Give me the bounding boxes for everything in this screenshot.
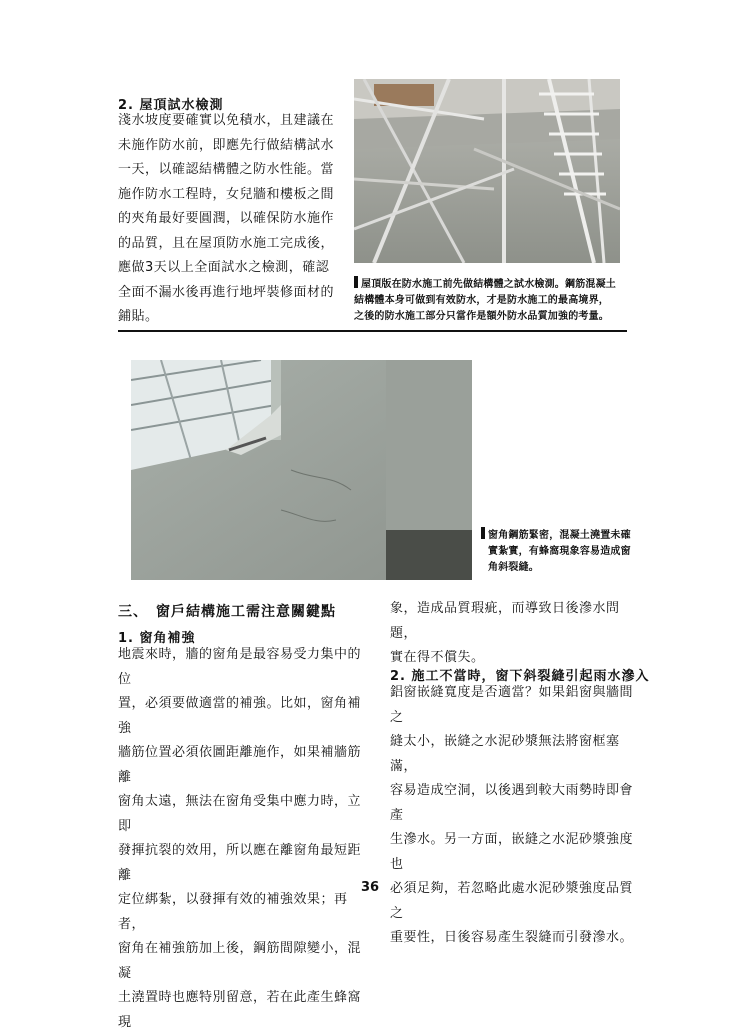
text-line: 的夾角最好要圓潤，以確保防水施作 [118,211,335,226]
text-line: 重要性，日後容易產生裂縫而引發滲水。 [390,930,634,945]
text-line: 土澆置時也應特別留意，若在此產生蜂窩現 [118,990,362,1030]
text-line: 一天，以確認結構體之防水性能。當 [118,162,335,177]
roof-slab-photo-image [354,79,620,263]
text-line: 施作防水工程時，女兒牆和樓板之間 [118,186,335,202]
text-line: 容易造成空洞，以後遇到較大雨勢時即會產 [390,783,634,823]
window-photo-caption [481,527,641,576]
roof-test-paragraph [118,109,343,330]
caption-line-text: 屋頂版在防水施工前先做結構體之試水檢測。鋼筋混凝土 [361,279,616,290]
roof-photo-caption [354,276,624,325]
caption-line: 之後的防水施工部分只當作是額外防水品質加強的考量。 [354,311,609,322]
caption-line [354,276,624,293]
caption-line [481,527,641,544]
text-line: 必須足夠，若忽略此處水泥砂漿強度品質之 [390,881,634,921]
roof-slab-photo [354,79,620,263]
text-line: 應做3天以上全面試水之檢測，確認 [118,260,330,275]
text-line: 窗角在補強筋加上後，鋼筋間隙變小，混凝 [118,941,362,981]
caption-marker [354,276,358,288]
window-corner-photo [131,360,472,580]
text-line: 縫太小，嵌縫之水泥砂漿無法將窗框塞滿， [390,734,620,774]
subheading-window-corner: 1. 窗角補強 [118,631,196,646]
text-line: 淺水坡度要確實以免積水，且建議在 [118,113,335,128]
window-crack-paragraph [390,681,645,951]
text-line: 鋁窗嵌縫寬度是否適當？如果鋁窗與牆間之 [390,685,634,725]
text-line: 生滲水。另一方面，嵌縫之水泥砂漿強度也 [390,832,634,872]
caption-line: 實紮實，有蜂窩現象容易造成窗 [488,546,631,557]
section-heading-roof-test: 2. 屋頂試水檢測 [118,98,224,113]
page-number: 36 [360,880,380,895]
caption-line-text: 窗角鋼筋緊密，混凝土澆置未確 [488,530,631,541]
text-line: 窗角太遠，無法在窗角受集中應力時，立即 [118,794,362,834]
text-line: 地震來時，牆的窗角是最容易受力集中的位 [118,647,362,687]
text-line: 定位綁紮，以發揮有效的補強效果；再者， [118,892,348,932]
subheading-window-crack: 2. 施工不當時，窗下斜裂縫引起雨水滲入 [390,669,650,684]
caption-line: 結構體本身可做到有效防水，才是防水施工的最高境界， [354,295,609,306]
window-corner-photo-image [131,360,472,580]
text-line: 全面不漏水後再進行地坪裝修面材的 [118,284,335,300]
text-line: 鋪貼。 [118,309,159,324]
text-line: 實在得不償失。 [390,650,485,665]
text-line: 象，造成品質瑕疵，而導致日後滲水問題， [390,601,620,641]
text-line: 發揮抗裂的效用，所以應在離窗角最短距離 [118,843,362,883]
caption-marker [481,527,485,539]
text-line: 的品質，且在屋頂防水施工完成後， [118,235,335,251]
window-corner-paragraph-continued [390,597,645,671]
window-corner-paragraph [118,643,368,1035]
section-divider [118,330,627,332]
text-line: 牆筋位置必須依圖距離施作，如果補牆筋離 [118,745,362,785]
caption-line: 角斜裂縫。 [488,562,539,573]
text-line: 置，必須要做適當的補強。比如，窗角補強 [118,696,362,736]
section-heading-window: 三、 窗戶結構施工需注意關鍵點 [118,604,336,620]
text-line: 未施作防水前，即應先行做結構試水 [118,137,335,153]
